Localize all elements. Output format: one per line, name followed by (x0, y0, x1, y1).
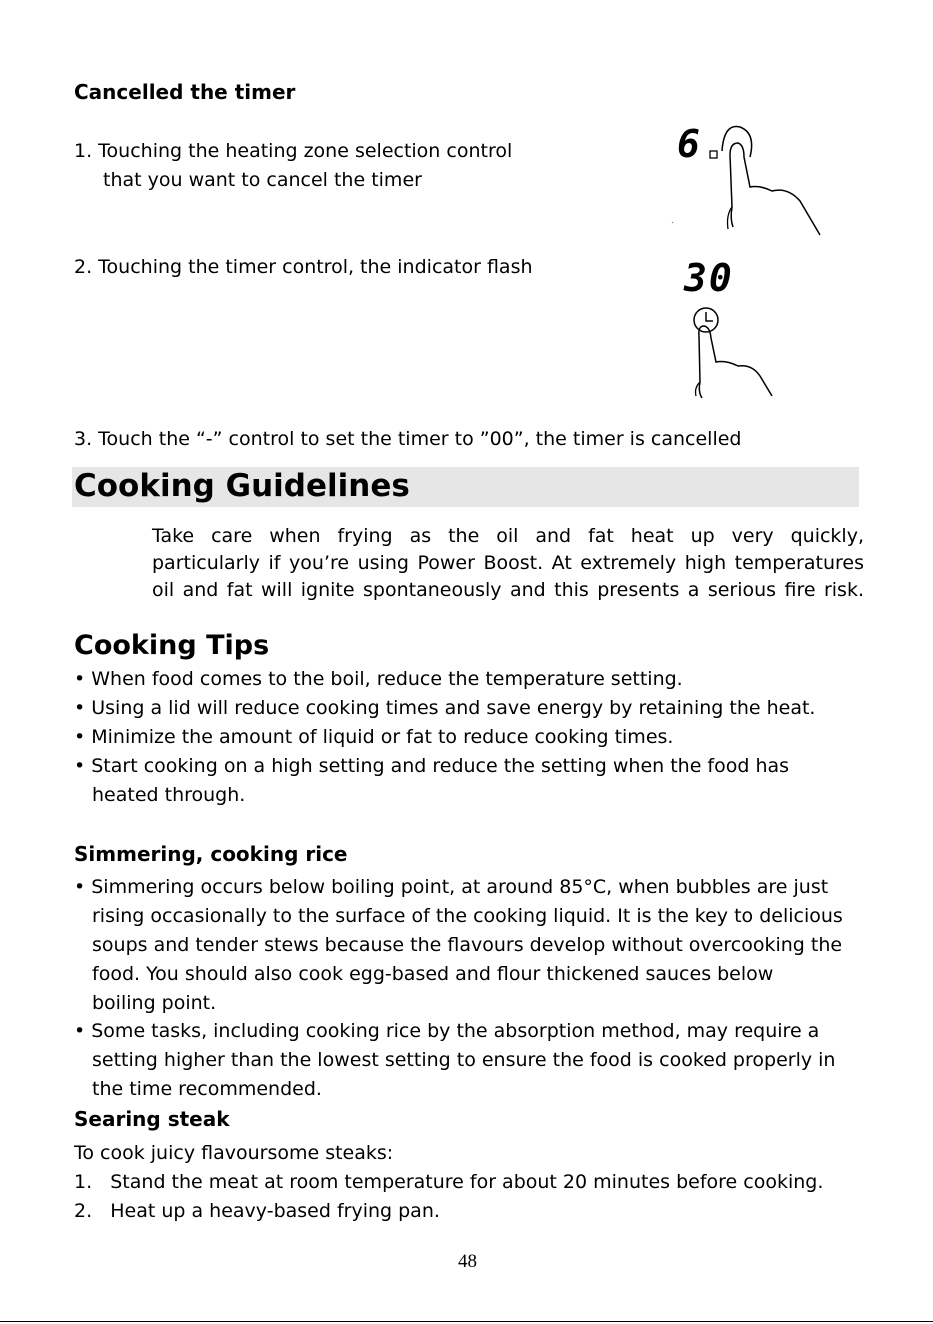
tip-item-4: • Start cooking on a high setting and reduce the setting when the food has (74, 755, 790, 777)
tip-item-4-cont: heated through. (92, 784, 246, 806)
guidelines-line-3: oil and fat will ignite spontaneously and this presents a serious fire risk. (152, 579, 864, 601)
simmering-line-7: setting higher than the lowest setting to ensure the food is cooked properly in (92, 1049, 836, 1071)
cancel-step-3: 3. Touch the “-” control to set the timer to ”00”, the timer is cancelled (74, 428, 742, 450)
timer-display-digits: 30 (684, 256, 734, 300)
zone-display-digit: 6 (677, 122, 700, 166)
simmering-heading: Simmering, cooking rice (74, 842, 348, 866)
simmering-line-5: boiling point. (92, 992, 217, 1014)
tip-item-3: • Minimize the amount of liquid or fat to reduce cooking times. (74, 726, 674, 748)
guidelines-line-1: Take care when frying as the oil and fat heat up very quickly, (152, 525, 864, 547)
simmering-line-3: soups and tender stews because the flavours develop without overcooking the (92, 934, 843, 956)
finger-touch-timer-icon (680, 300, 790, 400)
finger-touch-zone-icon (660, 115, 830, 240)
simmering-line-4: food. You should also cook egg-based and flour thickened sauces below (92, 963, 774, 985)
simmering-line-1: • Simmering occurs below boiling point, at around 85°C, when bubbles are just (74, 876, 829, 898)
page-number: 48 (458, 1251, 477, 1272)
searing-intro: To cook juicy flavoursome steaks: (74, 1142, 394, 1164)
searing-heading: Searing steak (74, 1107, 230, 1131)
simmering-line-6: • Some tasks, including cooking rice by the absorption method, may require a (74, 1020, 820, 1042)
guidelines-title: Cooking Guidelines (74, 468, 410, 504)
simmering-line-8: the time recommended. (92, 1078, 322, 1100)
searing-step-1: 1. Stand the meat at room temperature for about 20 minutes before cooking. (74, 1171, 824, 1193)
searing-step-2: 2. Heat up a heavy-based frying pan. (74, 1200, 440, 1222)
tip-item-2: • Using a lid will reduce cooking times and save energy by retaining the heat. (74, 697, 816, 719)
cancel-timer-heading: Cancelled the timer (74, 80, 296, 104)
tips-title: Cooking Tips (74, 630, 270, 661)
simmering-line-2: rising occasionally to the surface of the cooking liquid. It is the key to delicious (92, 905, 843, 927)
cancel-step-1-line-1: 1. Touching the heating zone selection control (74, 140, 513, 162)
cancel-step-2: 2. Touching the timer control, the indicator flash (74, 256, 533, 278)
guidelines-line-2: particularly if you’re using Power Boost. At extremely high temperatures (152, 552, 864, 574)
bottom-rule (0, 1321, 933, 1322)
cancel-step-1-line-2: that you want to cancel the timer (103, 169, 422, 191)
tip-item-1: • When food comes to the boil, reduce the temperature setting. (74, 668, 683, 690)
